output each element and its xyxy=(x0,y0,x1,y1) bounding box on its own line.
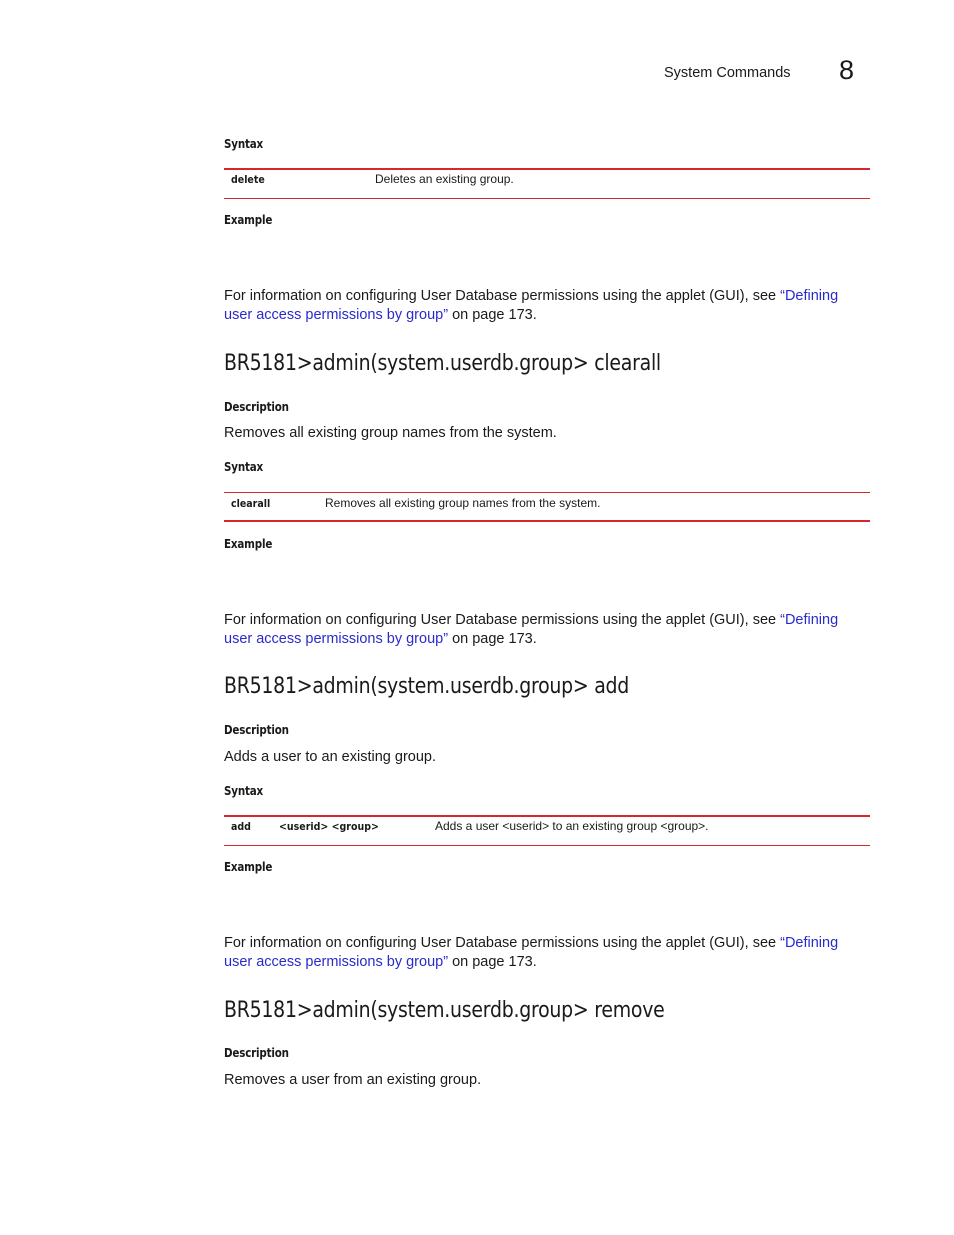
running-header-title: System Commands xyxy=(664,65,791,81)
description-label: Description xyxy=(224,400,289,414)
cross-reference-link[interactable]: “Defining user access permissions by group” xyxy=(224,612,839,647)
syntax-command: clearall xyxy=(231,497,271,510)
info-prefix: For information on configuring User Database permissions using the applet (GUI), see xyxy=(224,288,781,304)
syntax-command: add xyxy=(231,820,251,833)
syntax-label: Syntax xyxy=(224,784,264,798)
info-paragraph xyxy=(224,934,864,972)
syntax-table-clearall xyxy=(224,492,870,524)
description-text: Adds a user to an existing group. xyxy=(224,749,436,765)
table-top-rule xyxy=(224,492,870,493)
syntax-label: Syntax xyxy=(224,137,264,151)
info-paragraph xyxy=(224,611,864,649)
table-bottom-rule xyxy=(224,845,870,846)
table-top-rule xyxy=(224,815,870,817)
syntax-arguments: <userid> <group> xyxy=(279,820,379,833)
syntax-table-delete xyxy=(224,168,870,200)
syntax-label: Syntax xyxy=(224,460,264,474)
description-text: Removes all existing group names from the system. xyxy=(224,425,557,441)
table-bottom-rule xyxy=(224,198,870,199)
description-label: Description xyxy=(224,723,289,737)
section-heading-clearall: BR5181>admin(system.userdb.group> clearall xyxy=(224,351,661,376)
example-label: Example xyxy=(224,213,273,227)
table-top-rule xyxy=(224,168,870,170)
chapter-number: 8 xyxy=(839,55,855,85)
cross-reference-link[interactable]: “Defining user access permissions by group” xyxy=(224,288,839,323)
example-label: Example xyxy=(224,537,273,551)
table-bottom-rule xyxy=(224,520,870,522)
description-text: Removes a user from an existing group. xyxy=(224,1072,482,1088)
cross-reference-link[interactable]: “Defining user access permissions by group” xyxy=(224,935,839,970)
info-suffix: on page 173. xyxy=(448,954,537,970)
info-prefix: For information on configuring User Database permissions using the applet (GUI), see xyxy=(224,612,781,628)
syntax-table-add xyxy=(224,815,870,847)
section-heading-remove: BR5181>admin(system.userdb.group> remove xyxy=(224,998,665,1023)
info-suffix: on page 173. xyxy=(448,307,537,323)
syntax-description: Deletes an existing group. xyxy=(375,172,514,186)
section-heading-add: BR5181>admin(system.userdb.group> add xyxy=(224,674,630,699)
syntax-command: delete xyxy=(231,173,265,186)
syntax-description: Removes all existing group names from the system. xyxy=(325,496,601,510)
info-paragraph xyxy=(224,287,864,325)
description-label: Description xyxy=(224,1046,289,1060)
info-suffix: on page 173. xyxy=(448,631,537,647)
example-label: Example xyxy=(224,860,273,874)
syntax-description: Adds a user <userid> to an existing group <group>. xyxy=(435,819,709,833)
info-prefix: For information on configuring User Database permissions using the applet (GUI), see xyxy=(224,935,781,951)
